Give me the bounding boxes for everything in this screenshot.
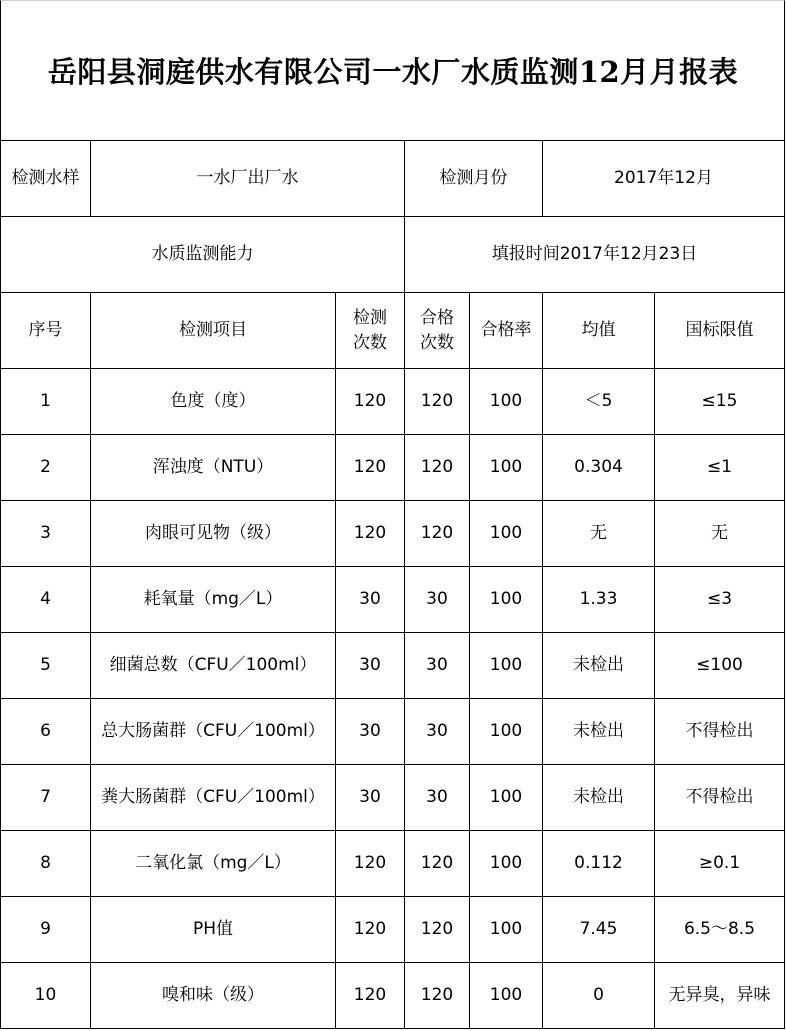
cell-no: 1 xyxy=(1,369,91,435)
report-title: 岳阳县洞庭供水有限公司一水厂水质监测12月月报表 xyxy=(47,54,739,89)
cell-no: 2 xyxy=(1,435,91,501)
cell-item: 二氧化氯（mg／L） xyxy=(91,831,336,897)
cell-mean: 0.304 xyxy=(543,435,655,501)
cell-no: 7 xyxy=(1,765,91,831)
cell-no: 8 xyxy=(1,831,91,897)
cell-mean: ＜5 xyxy=(543,369,655,435)
table-row xyxy=(1,567,785,633)
cell-no: 5 xyxy=(1,633,91,699)
cell-pass: 30 xyxy=(405,699,470,765)
cell-no: 9 xyxy=(1,897,91,963)
cell-mean: 7.45 xyxy=(543,897,655,963)
cell-rate: 100 xyxy=(470,963,543,1029)
cell-tests: 120 xyxy=(336,897,405,963)
cell-pass: 30 xyxy=(405,567,470,633)
table-row xyxy=(1,369,785,435)
cell-rate: 100 xyxy=(470,567,543,633)
cell-no: 10 xyxy=(1,963,91,1029)
header-tests-line1: 检测 xyxy=(353,307,387,328)
cell-pass: 30 xyxy=(405,633,470,699)
header-limit: 国标限值 xyxy=(655,293,785,369)
cell-tests: 30 xyxy=(336,699,405,765)
header-no: 序号 xyxy=(1,293,91,369)
cell-pass: 120 xyxy=(405,963,470,1029)
cell-limit: 无 xyxy=(655,501,785,567)
cell-item: 肉眼可见物（级） xyxy=(91,501,336,567)
header-tests xyxy=(336,293,405,369)
cell-pass: 120 xyxy=(405,501,470,567)
cell-limit: 不得检出 xyxy=(655,699,785,765)
table-row xyxy=(1,501,785,567)
cell-limit: ≥0.1 xyxy=(655,831,785,897)
table-row xyxy=(1,963,785,1029)
cell-item: PH值 xyxy=(91,897,336,963)
cell-rate: 100 xyxy=(470,369,543,435)
cell-no: 3 xyxy=(1,501,91,567)
cell-mean: 无 xyxy=(543,501,655,567)
cell-rate: 100 xyxy=(470,897,543,963)
cell-limit: ≤15 xyxy=(655,369,785,435)
cell-pass: 120 xyxy=(405,897,470,963)
cell-rate: 100 xyxy=(470,765,543,831)
cell-no: 4 xyxy=(1,567,91,633)
cell-item: 色度（度） xyxy=(91,369,336,435)
cell-limit: 无异臭，异味 xyxy=(655,963,785,1029)
table-row xyxy=(1,897,785,963)
cell-limit: ≤1 xyxy=(655,435,785,501)
header-tests-line2: 次数 xyxy=(353,332,387,353)
water-quality-table xyxy=(0,140,785,1029)
cell-tests: 30 xyxy=(336,765,405,831)
cell-pass: 120 xyxy=(405,435,470,501)
sample-label: 检测水样 xyxy=(1,141,91,217)
info-row-capability xyxy=(1,217,785,293)
info-row-sample xyxy=(1,141,785,217)
cell-mean: 0 xyxy=(543,963,655,1029)
cell-mean: 未检出 xyxy=(543,699,655,765)
cell-rate: 100 xyxy=(470,501,543,567)
month-value: 2017年12月 xyxy=(543,141,785,217)
table-row xyxy=(1,765,785,831)
capability-label: 水质监测能力 xyxy=(1,217,405,293)
month-label: 检测月份 xyxy=(405,141,543,217)
sample-value: 一水厂出厂水 xyxy=(91,141,405,217)
header-mean: 均值 xyxy=(543,293,655,369)
cell-item: 嗅和味（级） xyxy=(91,963,336,1029)
cell-item: 耗氧量（mg／L） xyxy=(91,567,336,633)
cell-tests: 120 xyxy=(336,831,405,897)
cell-limit: 6.5～8.5 xyxy=(655,897,785,963)
cell-mean: 未检出 xyxy=(543,633,655,699)
table-row xyxy=(1,435,785,501)
header-rate: 合格率 xyxy=(470,293,543,369)
header-item: 检测项目 xyxy=(91,293,336,369)
cell-pass: 30 xyxy=(405,765,470,831)
cell-tests: 30 xyxy=(336,567,405,633)
cell-limit: ≤3 xyxy=(655,567,785,633)
cell-tests: 120 xyxy=(336,435,405,501)
cell-item: 细菌总数（CFU／100ml） xyxy=(91,633,336,699)
cell-mean: 未检出 xyxy=(543,765,655,831)
cell-tests: 30 xyxy=(336,633,405,699)
cell-rate: 100 xyxy=(470,699,543,765)
cell-tests: 120 xyxy=(336,963,405,1029)
cell-tests: 120 xyxy=(336,369,405,435)
cell-limit: ≤100 xyxy=(655,633,785,699)
cell-tests: 120 xyxy=(336,501,405,567)
cell-item: 总大肠菌群（CFU／100ml） xyxy=(91,699,336,765)
cell-pass: 120 xyxy=(405,831,470,897)
cell-pass: 120 xyxy=(405,369,470,435)
table-row xyxy=(1,699,785,765)
cell-rate: 100 xyxy=(470,831,543,897)
header-row xyxy=(1,293,785,369)
cell-mean: 1.33 xyxy=(543,567,655,633)
cell-mean: 0.112 xyxy=(543,831,655,897)
header-pass xyxy=(405,293,470,369)
cell-rate: 100 xyxy=(470,633,543,699)
header-pass-line2: 次数 xyxy=(420,332,454,353)
table-row xyxy=(1,831,785,897)
cell-rate: 100 xyxy=(470,435,543,501)
cell-limit: 不得检出 xyxy=(655,765,785,831)
table-row xyxy=(1,633,785,699)
cell-item: 浑浊度（NTU） xyxy=(91,435,336,501)
cell-no: 6 xyxy=(1,699,91,765)
header-pass-line1: 合格 xyxy=(420,307,454,328)
cell-item: 粪大肠菌群（CFU／100ml） xyxy=(91,765,336,831)
fill-time: 填报时间2017年12月23日 xyxy=(405,217,785,293)
